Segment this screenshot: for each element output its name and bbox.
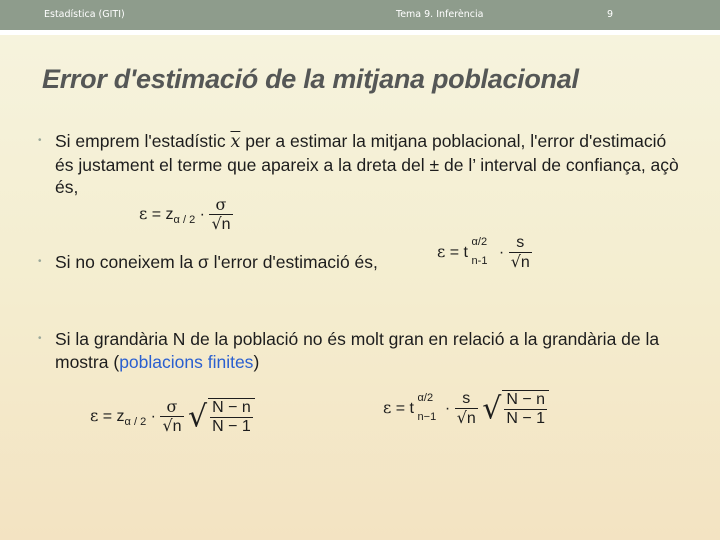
correction-root [208, 398, 255, 436]
course-label: Estadística (GITI) [44, 9, 125, 20]
bullet-marker: • [38, 333, 42, 344]
equals-sign: = [395, 400, 406, 418]
sqrt-symbol: √ [510, 252, 521, 271]
fraction [209, 196, 232, 234]
bullet-2-text: Si no coneixem la σ l'error d'estimació és, [55, 252, 378, 272]
n-symbol: n [520, 254, 530, 271]
bullet-1 [38, 130, 685, 199]
bullet-3-end: ) [253, 351, 260, 372]
epsilon-symbol: ε [139, 204, 148, 224]
n-symbol: n [466, 410, 476, 427]
finite-denominator: N − 1 [506, 410, 546, 427]
z-subscript: α / 2 [173, 214, 196, 227]
finite-numerator: N − n [212, 399, 251, 416]
sigma-symbol: σ [166, 397, 178, 416]
s-symbol: s [516, 234, 525, 251]
page-number: 9 [607, 9, 614, 20]
fraction [160, 398, 183, 436]
sqrt-symbol: √ [162, 416, 173, 435]
z-symbol: z [165, 206, 174, 224]
dot-operator: · [199, 206, 205, 224]
epsilon-symbol: ε [383, 398, 392, 418]
correction-root [502, 390, 549, 428]
t-stat [463, 236, 488, 268]
equals-sign: = [151, 206, 162, 224]
topic-label: Tema 9. Inferència [396, 9, 484, 20]
epsilon-symbol: ε [437, 242, 446, 262]
bullet-1-text-c: de l’ interval de confiança, açò és, [55, 154, 679, 197]
bullet-1-text-a: Si emprem l'estadístic [55, 131, 231, 151]
bullet-1-text-b: per a estimar la mitjana poblacional, l'error d'estimació és justament el terme que apareix a la dreta del [55, 131, 667, 175]
bullet-marker: • [38, 256, 42, 267]
header-stripe [0, 30, 720, 35]
bullet-3 [38, 328, 687, 373]
t-subscript: n−1 [417, 411, 437, 424]
fraction [455, 390, 478, 428]
z-subscript: α / 2 [124, 416, 147, 429]
equals-sign: = [102, 408, 113, 426]
dot-operator: · [444, 400, 451, 418]
xbar-symbol: $\overline{x}$ [230, 132, 241, 152]
finite-populations-link[interactable]: poblacions finites [119, 351, 254, 372]
correction-fraction [210, 399, 253, 436]
bullet-marker: • [38, 135, 42, 146]
epsilon-symbol: ε [90, 406, 99, 426]
bullet-2 [38, 251, 415, 274]
formula-finite-unknown-sigma [383, 390, 549, 428]
t-symbol: t [409, 400, 414, 418]
sqrt-symbol-large: √ [188, 399, 208, 435]
s-symbol: s [462, 390, 471, 407]
sqrt-symbol: √ [211, 214, 222, 233]
t-subscript: n-1 [471, 255, 488, 268]
t-superscript: α/2 [417, 392, 434, 405]
fraction [509, 234, 532, 272]
z-symbol: z [116, 408, 125, 426]
slide-title: Error d'estimació de la mitjana poblacional [42, 64, 579, 94]
sigma-symbol: σ [215, 195, 227, 214]
formula-finite-known-sigma [90, 398, 255, 436]
n-symbol: n [221, 216, 231, 233]
correction-fraction [504, 391, 547, 428]
t-superscript: α/2 [471, 236, 488, 249]
dot-operator: · [150, 408, 156, 426]
sqrt-symbol: √ [456, 408, 467, 427]
finite-numerator: N − n [506, 391, 546, 408]
dot-operator: · [498, 244, 505, 262]
formula-known-sigma [139, 196, 233, 234]
sqrt-symbol-large: √ [482, 391, 502, 427]
n-symbol: n [172, 418, 182, 435]
t-stat [409, 392, 437, 424]
equals-sign: = [449, 244, 460, 262]
bullet-3-text: Si la grandària N de la població no és molt gran en relació a la grandària de la mostra ( [55, 329, 660, 372]
formula-unknown-sigma [437, 234, 532, 272]
t-symbol: t [463, 244, 468, 262]
plus-minus-symbol: ± [429, 154, 440, 175]
finite-denominator: N − 1 [212, 418, 251, 435]
